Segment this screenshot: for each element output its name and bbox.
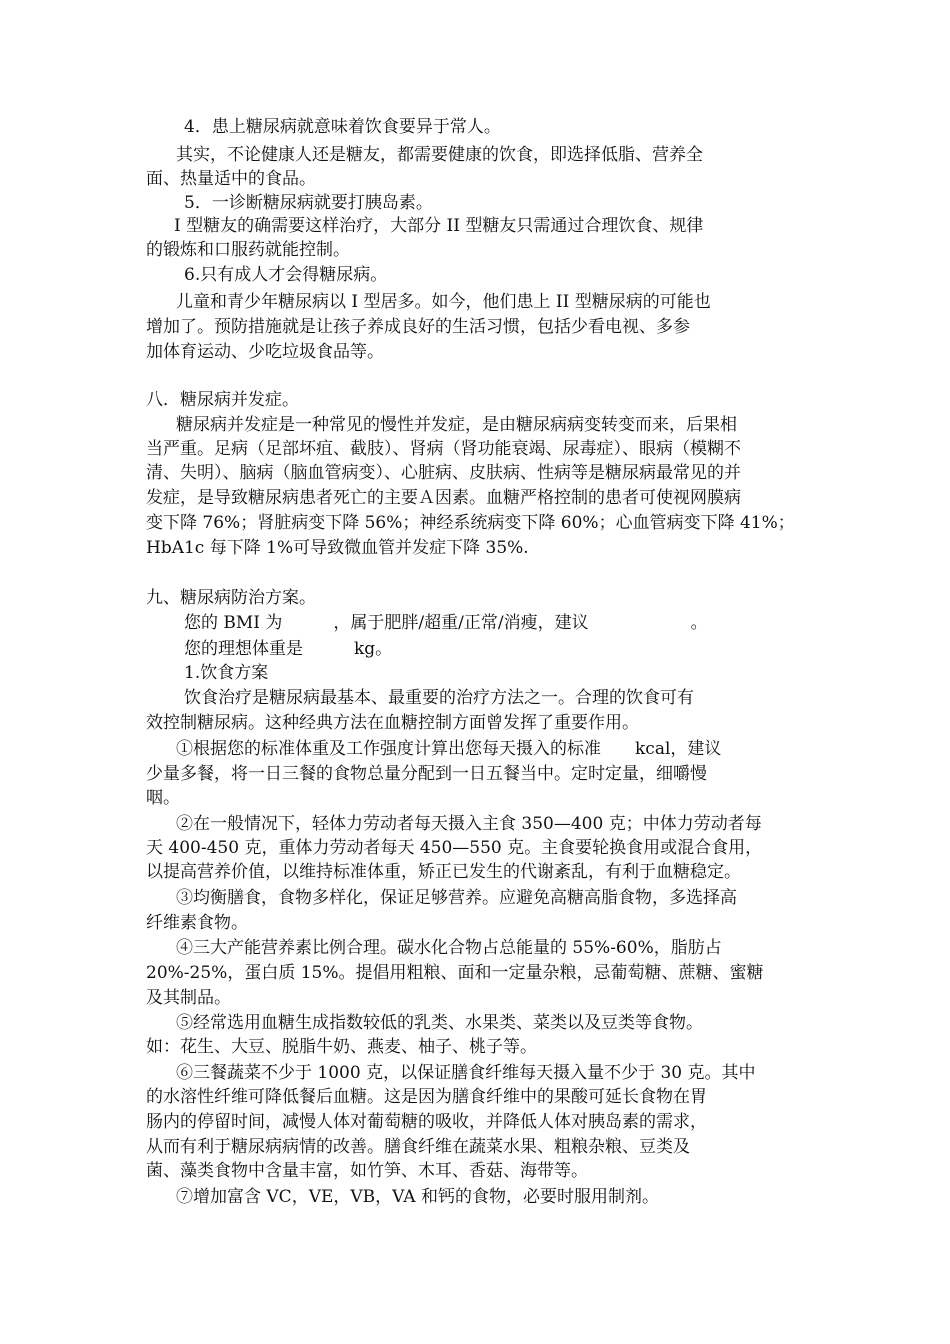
text-line: 您的 BMI 为 ，属于肥胖/超重/正常/消瘦，建议 。 xyxy=(184,613,708,633)
text-line: 20%-25%，蛋白质 15%。提倡用粗粮、面和一定量杂粮，忌葡萄糖、蔗糖、蜜糖 xyxy=(146,963,764,983)
text-line: 其实，不论健康人还是糖友，都需要健康的饮食，即选择低脂、营养全 xyxy=(176,145,703,165)
text-line: 及其制品。 xyxy=(146,988,231,1008)
text-line: I 型糖友的确需要这样治疗，大部分 II 型糖友只需通过合理饮食、规律 xyxy=(174,216,704,236)
text-line: ④三大产能营养素比例合理。碳水化合物占总能量的 55%-60%，脂肪占 xyxy=(176,938,722,958)
text-line: 咽。 xyxy=(146,788,180,808)
text-line: 纤维素食物。 xyxy=(146,913,248,933)
text-line: 发症，是导致糖尿病患者死亡的主要Ａ因素。血糖严格控制的患者可使视网膜病 xyxy=(146,488,741,508)
text-line: 如：花生、大豆、脱脂牛奶、燕麦、柚子、桃子等。 xyxy=(146,1037,537,1057)
text-line: HbA1c 每下降 1%可导致微血管并发症下降 35%. xyxy=(146,538,529,558)
text-line: 加体育运动、少吃垃圾食品等。 xyxy=(146,342,384,362)
text-line: 效控制糖尿病。这种经典方法在血糖控制方面曾发挥了重要作用。 xyxy=(146,713,639,733)
text-line: ⑥三餐蔬菜不少于 1000 克，以保证膳食纤维每天摄入量不少于 30 克。其中 xyxy=(176,1063,756,1083)
text-line: 少量多餐，将一日三餐的食物总量分配到一日五餐当中。定时定量，细嚼慢 xyxy=(146,764,707,784)
subheading: 1.饮食方案 xyxy=(184,663,269,683)
text-line: 儿童和青少年糖尿病以 I 型居多。如今，他们患上 II 型糖尿病的可能也 xyxy=(176,292,711,312)
section-heading: 九、糖尿病防治方案。 xyxy=(146,588,316,608)
text-line: 4．患上糖尿病就意味着饮食要异于常人。 xyxy=(184,117,501,137)
text-line: ③均衡膳食，食物多样化，保证足够营养。应避免高糖高脂食物，多选择高 xyxy=(176,888,737,908)
text-line: 糖尿病并发症是一种常见的慢性并发症，是由糖尿病病变转变而来，后果相 xyxy=(176,415,737,435)
text-line: 的锻炼和口服药就能控制。 xyxy=(146,240,350,260)
text-line: 增加了。预防措施就是让孩子养成良好的生活习惯，包括少看电视、多参 xyxy=(146,317,690,337)
text-line: ⑦增加富含 VC，VE，VB，VA 和钙的食物，必要时服用制剂。 xyxy=(176,1187,659,1207)
text-line: 菌、藻类食物中含量丰富，如竹笋、木耳、香菇、海带等。 xyxy=(146,1161,588,1181)
section-heading: 八．糖尿病并发症。 xyxy=(146,390,299,410)
text-line: ②在一般情况下，轻体力劳动者每天摄入主食 350—400 克；中体力劳动者每 xyxy=(176,814,762,834)
text-line: 面、热量适中的食品。 xyxy=(146,169,316,189)
text-line: ⑤经常选用血糖生成指数较低的乳类、水果类、菜类以及豆类等食物。 xyxy=(176,1013,703,1033)
text-line: 5．一诊断糖尿病就要打胰岛素。 xyxy=(184,193,433,213)
text-line: ①根据您的标准体重及工作强度计算出您每天摄入的标准 kcal，建议 xyxy=(176,739,722,759)
text-line: 6.只有成人才会得糖尿病。 xyxy=(184,265,388,285)
text-line: 肠内的停留时间，减慢人体对葡萄糖的吸收，并降低人体对胰岛素的需求， xyxy=(146,1112,707,1132)
text-line: 的水溶性纤维可降低餐后血糖。这是因为膳食纤维中的果酸可延长食物在胃 xyxy=(146,1087,707,1107)
text-line: 清、失明）、脑病（脑血管病变）、心脏病、皮肤病、性病等是糖尿病最常见的并 xyxy=(146,463,741,483)
text-line: 当严重。足病（足部坏疽、截肢）、肾病（肾功能衰竭、尿毒症）、眼病（模糊不 xyxy=(146,439,741,459)
text-line: 从而有利于糖尿病病情的改善。膳食纤维在蔬菜水果、粗粮杂粮、豆类及 xyxy=(146,1137,690,1157)
text-line: 以提高营养价值，以维持标准体重，矫正已发生的代谢紊乱，有利于血糖稳定。 xyxy=(146,862,741,882)
text-line: 天 400-450 克，重体力劳动者每天 450—550 克。主食要轮换食用或混合食用， xyxy=(146,838,763,858)
text-line: 饮食治疗是糖尿病最基本、最重要的治疗方法之一。合理的饮食可有 xyxy=(184,688,694,708)
text-line: 变下降 76%；肾脏病变下降 56%；神经系统病变下降 60%；心血管病变下降 41%； xyxy=(146,513,795,533)
text-line: 您的理想体重是 kg。 xyxy=(184,639,393,659)
